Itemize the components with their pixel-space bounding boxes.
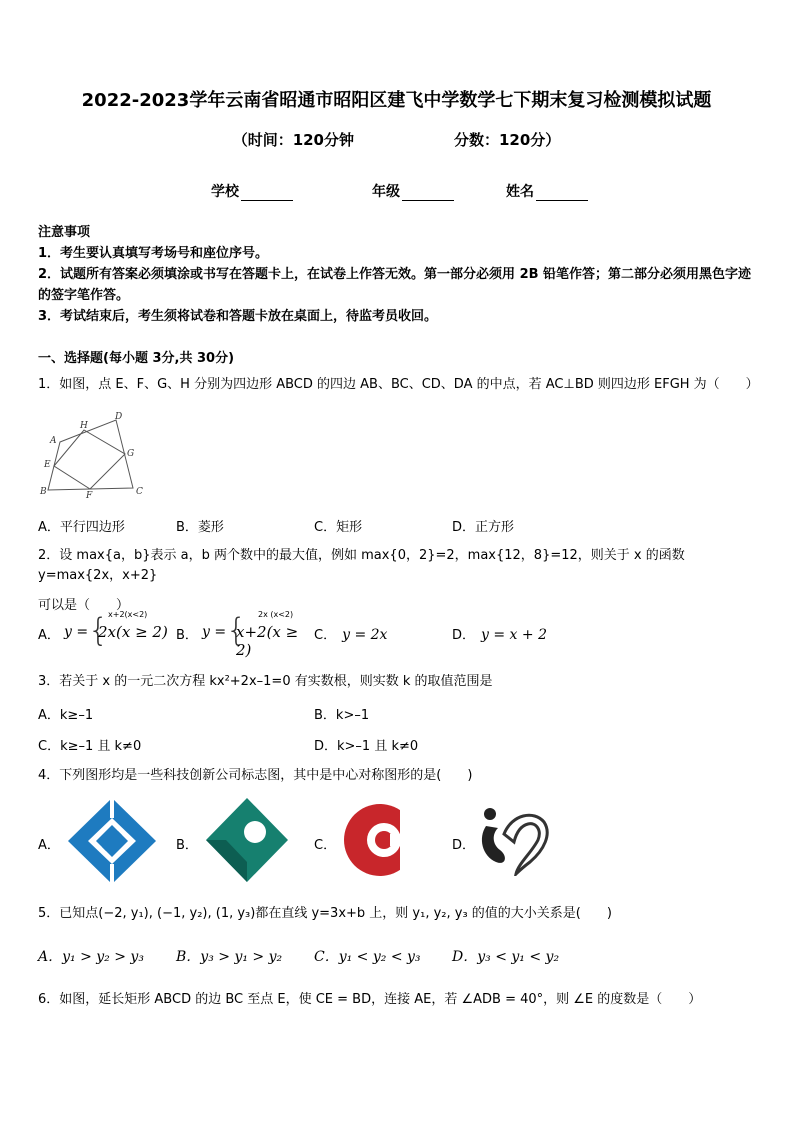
q3-option-d[interactable]: D．k>–1 且 k≠0 bbox=[314, 739, 419, 754]
notice-block bbox=[38, 222, 760, 327]
question-6-stem: 6．如图，延长矩形 ABCD 的边 BC 至点 E，使 CE = BD，连接 AE，若 ∠ADB = 40°，则 ∠E 的度数是（ ） bbox=[38, 992, 702, 1007]
question-2-stem bbox=[38, 546, 760, 616]
q2-option-b-y: y = bbox=[202, 624, 227, 640]
q2-option-d-expr: y = x + 2 bbox=[481, 627, 547, 643]
q4-option-c[interactable]: C． bbox=[314, 838, 337, 853]
logo-c-icon bbox=[342, 800, 418, 880]
q5-option-d[interactable]: D．y₃ < y₁ < y₂ bbox=[452, 949, 560, 965]
q2-option-a[interactable] bbox=[38, 610, 178, 656]
school-blank[interactable] bbox=[241, 186, 293, 201]
q2-option-b-label: B． bbox=[176, 628, 198, 643]
q1-option-c[interactable]: C．矩形 bbox=[314, 520, 363, 535]
q2-option-d-label: D． bbox=[452, 628, 476, 643]
q1-option-b[interactable]: B．菱形 bbox=[176, 520, 224, 535]
q5-option-b[interactable]: B．y₃ > y₁ > y₂ bbox=[176, 949, 283, 965]
q2-option-b[interactable] bbox=[176, 610, 316, 659]
q2-option-a-label: A． bbox=[38, 628, 60, 643]
label-f: F bbox=[86, 491, 93, 500]
q4-option-d[interactable]: D． bbox=[452, 838, 476, 853]
logo-b-icon bbox=[204, 796, 290, 884]
grade-blank[interactable] bbox=[402, 186, 454, 201]
q2-option-b-top: 2x (x<2) bbox=[258, 610, 294, 619]
label-b: B bbox=[40, 487, 47, 497]
q2-option-a-y: y = bbox=[64, 624, 89, 640]
name-label: 姓名 bbox=[506, 184, 534, 200]
label-h: H bbox=[80, 421, 88, 431]
logo-a-icon bbox=[66, 796, 158, 886]
school-field[interactable] bbox=[211, 181, 293, 201]
brace-a: { bbox=[88, 611, 109, 649]
q2-option-b-bottom: x+2(x ≥ 2) bbox=[236, 623, 299, 659]
school-label: 学校 bbox=[211, 184, 239, 200]
q2-option-c-expr: y = 2x bbox=[342, 627, 388, 643]
brace-b: { bbox=[226, 611, 247, 649]
notice-item-1: 1．考生要认真填写考场号和座位序号。 bbox=[38, 246, 269, 261]
q5-option-c[interactable]: C．y₁ < y₂ < y₃ bbox=[314, 949, 421, 965]
q2-option-a-bottom: 2x(x ≥ 2) bbox=[98, 623, 168, 641]
exam-info bbox=[0, 129, 793, 150]
notice-item-2: 2．试题所有答案必须填涂或书写在答题卡上，在试卷上作答无效。第一部分必须用 2B 铅笔作答；第二部分必须用黑色字迹的签字笔作答。 bbox=[38, 267, 752, 303]
q2-option-c[interactable] bbox=[314, 624, 387, 643]
quadrilateral-figure bbox=[38, 410, 148, 500]
q3-option-a[interactable]: A．k≥–1 bbox=[38, 708, 94, 723]
page-title: 2022-2023学年云南省昭通市昭阳区建飞中学数学七下期末复习检测模拟试题 bbox=[81, 90, 712, 111]
label-d: D bbox=[115, 412, 123, 422]
q1-option-a[interactable]: A．平行四边形 bbox=[38, 520, 125, 535]
q2-option-c-label: C． bbox=[314, 628, 337, 643]
question-4-stem: 4．下列图形均是一些科技创新公司标志图，其中是中心对称图形的是( ) bbox=[38, 768, 473, 783]
name-field[interactable] bbox=[506, 181, 588, 201]
section-heading: 一、选择题(每小题 3分,共 30分) bbox=[38, 351, 235, 366]
grade-label: 年级 bbox=[372, 184, 400, 200]
label-e: E bbox=[44, 460, 51, 470]
q3-option-b[interactable]: B．k>–1 bbox=[314, 708, 370, 723]
q1-option-d[interactable]: D．正方形 bbox=[452, 520, 515, 535]
exam-time: （时间：120分钟 bbox=[232, 131, 354, 149]
notice-heading: 注意事项 bbox=[38, 225, 91, 240]
notice-item-3: 3．考试结束后，考生须将试卷和答题卡放在桌面上，待监考员收回。 bbox=[38, 309, 438, 324]
question-3-stem: 3．若关于 x 的一元二次方程 kx²+2x–1=0 有实数根，则实数 k 的取值范围是 bbox=[38, 674, 493, 689]
q4-option-b[interactable]: B． bbox=[176, 838, 198, 853]
question-5-stem: 5．已知点(−2, y₁), (−1, y₂), (1, y₃)都在直线 y=3x+b 上，则 y₁, y₂, y₃ 的值的大小关系是( ) bbox=[38, 906, 612, 921]
question-1-stem: 1．如图，点 E、F、G、H 分别为四边形 ABCD 的四边 AB、BC、CD、DA 的中点，若 AC⊥BD 则四边形 EFGH 为（ ） bbox=[38, 377, 759, 392]
q2-line-1: 2．设 max{a，b}表示 a，b 两个数中的最大值，例如 max{0，2}=2，max{12，8}=12，则关于 x 的函数 y=max{2x，x+2} bbox=[38, 548, 685, 583]
label-a: A bbox=[50, 436, 57, 446]
quadrilateral-abcd bbox=[48, 420, 133, 490]
label-g: G bbox=[127, 449, 135, 459]
exam-score: 分数：120分） bbox=[454, 131, 561, 149]
quadrilateral-efgh bbox=[54, 430, 125, 489]
name-blank[interactable] bbox=[536, 186, 588, 201]
logo-d-icon bbox=[478, 804, 554, 876]
q2-option-d[interactable] bbox=[452, 624, 547, 643]
label-c: C bbox=[136, 487, 143, 497]
q2-line-2: 可以是（ ） bbox=[38, 598, 130, 613]
q5-option-a[interactable]: A．y₁ > y₂ > y₃ bbox=[38, 949, 144, 965]
q2-option-a-top: x+2(x<2) bbox=[108, 610, 148, 619]
q4-option-a[interactable]: A． bbox=[38, 838, 60, 853]
grade-field[interactable] bbox=[372, 181, 454, 201]
q3-option-c[interactable]: C．k≥–1 且 k≠0 bbox=[38, 739, 142, 754]
